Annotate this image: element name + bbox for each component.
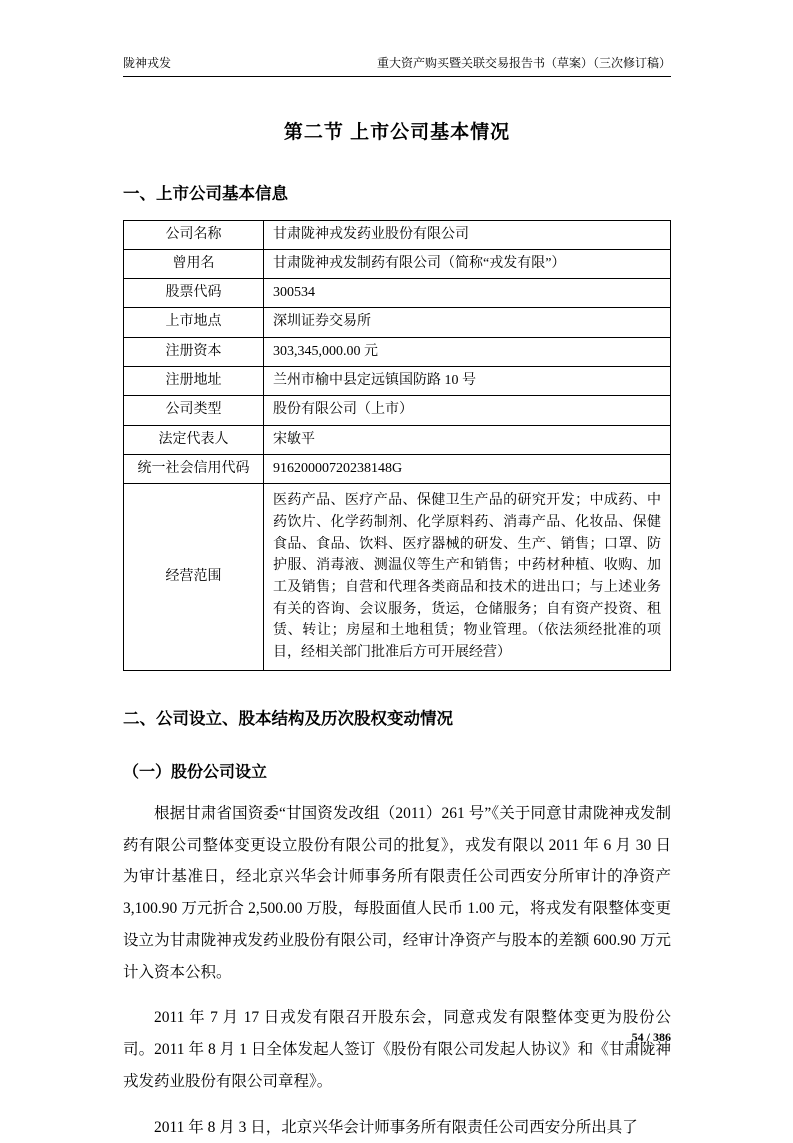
table-row-registered-address: [124, 367, 671, 396]
row-value: 300534: [264, 279, 671, 308]
table-row-business-scope: [124, 484, 671, 671]
row-value: 91620000720238148G: [264, 454, 671, 483]
row-label: 公司类型: [124, 396, 264, 425]
header-company-name: 陇神戎发: [123, 56, 172, 70]
row-value: 深圳证券交易所: [264, 308, 671, 337]
row-value: 甘肃陇神戎发制药有限公司（简称“戎发有限”）: [264, 249, 671, 278]
table-row-registered-capital: [124, 337, 671, 366]
table-row-former-name: [124, 249, 671, 278]
table-row-legal-representative: [124, 425, 671, 454]
table-row-credit-code: [124, 454, 671, 483]
row-value: 兰州市榆中县定远镇国防路 10 号: [264, 367, 671, 396]
row-label: 公司名称: [124, 220, 264, 249]
row-label: 上市地点: [124, 308, 264, 337]
subsection1-heading: （一）股份公司设立: [123, 763, 268, 781]
section1-heading: 一、上市公司基本信息: [123, 184, 288, 203]
section2-heading: 二、公司设立、股本结构及历次股权变动情况: [123, 709, 453, 728]
row-label: 统一社会信用代码: [124, 454, 264, 483]
row-value: 股份有限公司（上市）: [264, 396, 671, 425]
row-value: 宋敏平: [264, 425, 671, 454]
row-label: 经营范围: [124, 484, 264, 671]
paragraph-establishment: 根据甘肃省国资委“甘国资发改组（2011）261 号”《关于同意甘肃陇神戎发制药有限公司整体变更设立股份有限公司的批复》，戎发有限以 2011 年 6 月 30 日为审计基准日，经北京兴华会计师事务所有限责任公司西安分所审计的净资产 3,100.90 万元折合 2,500.00 万股，每股面值人民币 1.00 元，将戎发有限整体变更设立为甘肃陇神戎发药业股份有限公司，经审计净资产与股本的差额 600.90 万元计入资本公积。: [123, 804, 671, 981]
paragraph-audit-report: 2011 年 8 月 3 日，北京兴华会计师事务所有限责任公司西安分所出具了: [154, 1118, 638, 1136]
row-label: 注册资本: [124, 337, 264, 366]
row-value: 医药产品、医疗产品、保健卫生产品的研究开发；中成药、中药饮片、化学药制剂、化学原料药、消毒产品、化妆品、保健食品、食品、饮料、医疗器械的研发、生产、销售；口罩、防护服、消毒液、测温仪等生产和销售；中药材种植、收购、加工及销售；自营和代理各类商品和技术的进出口；与上述业务有关的咨询、会议服务，货运，仓储服务；自有资产投资、租赁、转让；房屋和土地租赁；物业管理。（依法须经批准的项目，经相关部门批准后方可开展经营）: [264, 484, 671, 671]
company-info-table: [123, 220, 671, 671]
row-label: 注册地址: [124, 367, 264, 396]
table-row-stock-code: [124, 279, 671, 308]
row-value: 303,345,000.00 元: [264, 337, 671, 366]
page-header: [123, 56, 671, 77]
row-value: 甘肃陇神戎发药业股份有限公司: [264, 220, 671, 249]
row-label: 曾用名: [124, 249, 264, 278]
page-number: 54 / 386: [631, 1030, 671, 1044]
table-row-company-type: [124, 396, 671, 425]
paragraph-shareholder-meeting: 2011 年 7 月 17 日戎发有限召开股东会，同意戎发有限整体变更为股份公司。2011 年 8 月 1 日全体发起人签订《股份有限公司发起人协议》和《甘肃陇神戎发药业股份有限公司章程》。: [123, 1009, 671, 1090]
document-title: 第二节 上市公司基本情况: [283, 121, 511, 143]
table-row-company-name: [124, 220, 671, 249]
row-label: 法定代表人: [124, 425, 264, 454]
header-report-title: 重大资产购买暨关联交易报告书（草案）（三次修订稿）: [376, 56, 671, 70]
table-row-listing-place: [124, 308, 671, 337]
row-label: 股票代码: [124, 279, 264, 308]
